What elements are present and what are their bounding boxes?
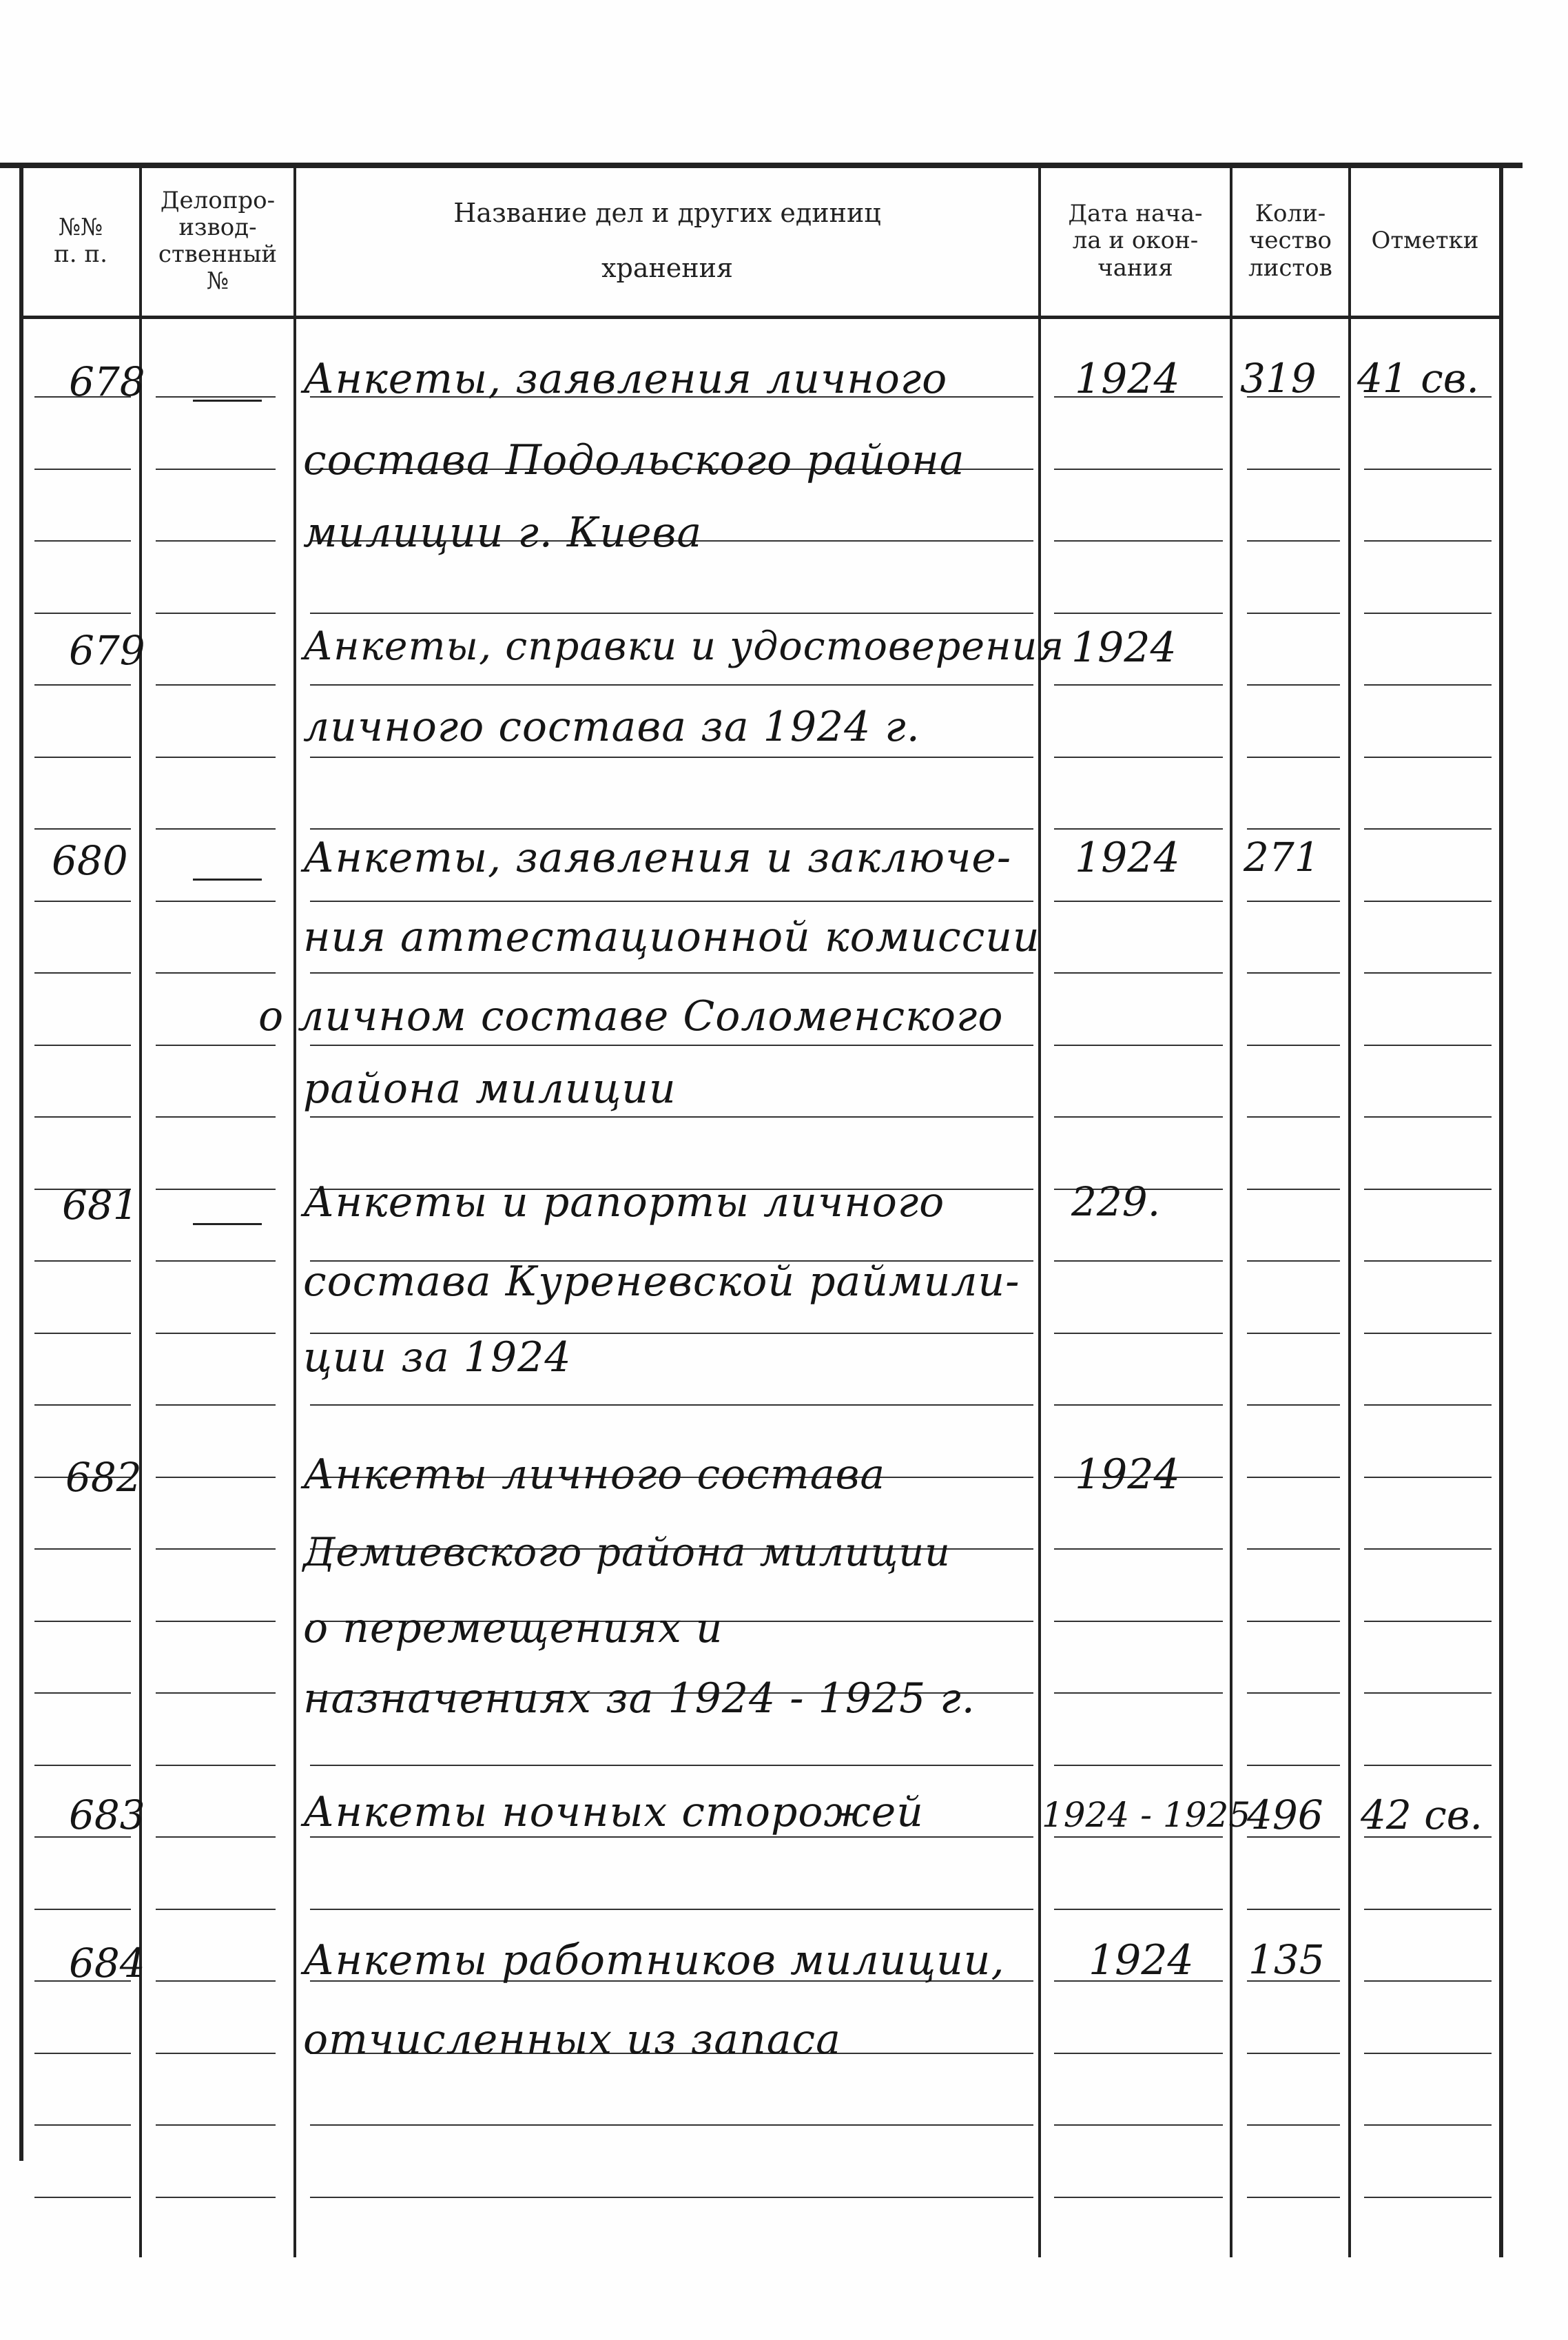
entry-notes: 42 св. — [1361, 1792, 1483, 1838]
ruled-line — [156, 540, 276, 542]
entry-sheets-note: 229. — [1071, 1178, 1161, 1225]
ruled-line — [34, 540, 131, 542]
column-border-office — [293, 163, 296, 2257]
entry-title-line: Демиевского района милиции — [303, 1530, 951, 1575]
ruled-line — [1364, 469, 1492, 470]
entry-title-line: состава Подольского района — [303, 436, 965, 484]
ruled-line — [1247, 1765, 1340, 1766]
ruled-line — [156, 1477, 276, 1478]
ruled-line — [34, 1116, 131, 1118]
ruled-line — [156, 1045, 276, 1046]
entry-sheets: 135 — [1248, 1936, 1325, 1983]
entry-title-line: Анкеты личного состава — [303, 1450, 886, 1499]
ruled-line — [156, 2197, 276, 2198]
ruled-line — [310, 828, 1033, 830]
ruled-line — [1364, 1765, 1492, 1766]
entry-title-line: о перемещениях и — [303, 1604, 723, 1652]
ruled-line — [1247, 1333, 1340, 1334]
ruled-line — [310, 1116, 1033, 1118]
ruled-line — [1054, 469, 1223, 470]
entry-title-line: района милиции — [303, 1065, 677, 1113]
ruled-line — [310, 613, 1033, 614]
ruled-line — [1364, 613, 1492, 614]
ruled-line — [156, 1836, 276, 1838]
ruled-line — [1054, 972, 1223, 974]
ruled-line — [1247, 469, 1340, 470]
entry-title-line: Анкеты и рапорты личного — [303, 1178, 945, 1227]
ruled-line — [1364, 1621, 1492, 1622]
entry-notes: 41 св. — [1357, 355, 1479, 402]
ruled-line — [1247, 972, 1340, 974]
column-border-title — [1038, 163, 1041, 2257]
ruled-line — [156, 1692, 276, 1694]
entry-number: 678 — [69, 358, 145, 405]
ruled-line — [310, 1765, 1033, 1766]
ruled-line — [1364, 1692, 1492, 1694]
ruled-line — [1247, 2124, 1340, 2126]
ruled-line — [1364, 1260, 1492, 1262]
entry-dates: 1924 — [1075, 834, 1180, 882]
entry-title-line: состава Куреневской раймили- — [303, 1258, 1020, 1306]
ruled-line — [1054, 1692, 1223, 1694]
ruled-line — [1054, 1116, 1223, 1118]
ruled-line — [34, 1260, 131, 1262]
ruled-line — [1054, 901, 1223, 902]
ruled-line — [1247, 2197, 1340, 2198]
ruled-line — [1364, 757, 1492, 758]
header-title: Название дел и других единиц хранения — [453, 198, 881, 283]
entry-title-line: назначениях за 1924 - 1925 г. — [303, 1674, 976, 1723]
entry-title-line: милиции г. Киева — [303, 509, 703, 557]
ruled-line — [1247, 1548, 1340, 1550]
ruled-line — [34, 1692, 131, 1694]
ruled-line — [156, 2124, 276, 2126]
ruled-line — [156, 1980, 276, 1982]
entry-number: 684 — [69, 1940, 145, 1987]
entry-title-line: ния аттестационной комиссии — [303, 913, 1040, 961]
ruled-line — [34, 828, 131, 830]
ruled-line — [1054, 1333, 1223, 1334]
ruled-line — [1054, 1836, 1223, 1838]
ruled-line — [34, 1404, 131, 1406]
ruled-line — [156, 396, 276, 398]
ruled-line — [1247, 1621, 1340, 1622]
ruled-line — [34, 901, 131, 902]
ruled-line — [34, 972, 131, 974]
office-dash — [193, 1223, 262, 1225]
ruled-line — [1247, 1692, 1340, 1694]
ruled-line — [310, 757, 1033, 758]
ruled-line — [34, 2053, 131, 2054]
ruled-line — [34, 684, 131, 686]
ruled-line — [310, 1404, 1033, 1406]
ruled-line — [34, 613, 131, 614]
ruled-line — [34, 1765, 131, 1766]
ruled-line — [156, 828, 276, 830]
entry-number: 682 — [65, 1454, 142, 1501]
entry-title-line: личного состава за 1924 г. — [303, 703, 920, 751]
column-border-dates — [1230, 163, 1232, 2257]
ruled-line — [1054, 828, 1223, 830]
ruled-line — [34, 757, 131, 758]
entry-dates: 1924 — [1089, 1936, 1194, 1984]
ruled-line — [1364, 901, 1492, 902]
ruled-line — [1054, 757, 1223, 758]
header-office-number: Делопро- извод- ственный № — [158, 186, 278, 296]
ruled-line — [156, 1260, 276, 1262]
ruled-line — [1054, 1548, 1223, 1550]
entry-dates: 1924 — [1071, 624, 1177, 672]
ruled-line — [310, 2197, 1033, 2198]
ruled-line — [1247, 1260, 1340, 1262]
entry-dates: 1924 - 1925 — [1042, 1795, 1251, 1835]
ruled-line — [34, 1909, 131, 1910]
office-dash — [193, 879, 262, 881]
ruled-line — [34, 469, 131, 470]
ruled-line — [1364, 1404, 1492, 1406]
ruled-line — [1054, 1260, 1223, 1262]
ruled-line — [34, 1333, 131, 1334]
ruled-line — [156, 1548, 276, 1550]
ruled-line — [1247, 1189, 1340, 1190]
ruled-line — [156, 1189, 276, 1190]
ruled-line — [1247, 613, 1340, 614]
ruled-line — [156, 1404, 276, 1406]
entry-sheets: 496 — [1247, 1792, 1323, 1838]
ruled-line — [34, 1621, 131, 1622]
ruled-line — [1247, 901, 1340, 902]
entry-title-line: Анкеты, заявления личного — [303, 355, 948, 403]
ruled-line — [1364, 684, 1492, 686]
entry-dates: 1924 — [1075, 355, 1180, 403]
ruled-line — [310, 2124, 1033, 2126]
ruled-line — [1054, 1621, 1223, 1622]
ruled-line — [1364, 1116, 1492, 1118]
entry-title-line: ции за 1924 — [303, 1333, 572, 1382]
ruled-line — [310, 972, 1033, 974]
ruled-line — [1054, 1765, 1223, 1766]
entry-dates: 1924 — [1075, 1450, 1180, 1499]
ruled-line — [156, 1909, 276, 1910]
ruled-line — [156, 613, 276, 614]
ruled-line — [1364, 1477, 1492, 1478]
ruled-line — [156, 1621, 276, 1622]
ruled-line — [1054, 2053, 1223, 2054]
ruled-line — [1054, 613, 1223, 614]
ruled-line — [1247, 540, 1340, 542]
entry-sheets: 319 — [1240, 355, 1317, 402]
ruled-line — [156, 757, 276, 758]
ruled-line — [1364, 2124, 1492, 2126]
ruled-line — [1247, 1404, 1340, 1406]
header-notes: Отметки — [1371, 227, 1479, 255]
ruled-line — [156, 1116, 276, 1118]
ruled-line — [1247, 1909, 1340, 1910]
ruled-line — [1364, 1548, 1492, 1550]
ruled-line — [1054, 2124, 1223, 2126]
ruled-line — [1364, 540, 1492, 542]
ruled-line — [1247, 1477, 1340, 1478]
column-border-sheets — [1348, 163, 1351, 2257]
ruled-line — [1054, 2197, 1223, 2198]
ruled-line — [34, 1548, 131, 1550]
entry-sheets: 271 — [1244, 834, 1320, 881]
ruled-line — [34, 2197, 131, 2198]
table-top-border — [0, 163, 1523, 168]
ruled-line — [1364, 2053, 1492, 2054]
ruled-line — [156, 2053, 276, 2054]
header-dates: Дата нача- ла и окон- чания — [1068, 200, 1203, 282]
ruled-line — [156, 469, 276, 470]
ruled-line — [1054, 1404, 1223, 1406]
entry-title-line: Анкеты ночных сторожей — [303, 1788, 924, 1836]
ruled-line — [1364, 1980, 1492, 1982]
ruled-line — [310, 684, 1033, 686]
entry-number: 681 — [62, 1182, 138, 1229]
ruled-line — [310, 1045, 1033, 1046]
entry-title-line: Анкеты работников милиции, — [303, 1936, 1005, 1984]
ruled-line — [310, 901, 1033, 902]
ruled-line — [1247, 2053, 1340, 2054]
ruled-line — [1247, 1045, 1340, 1046]
ruled-line — [156, 684, 276, 686]
ruled-line — [310, 1836, 1033, 1838]
ruled-line — [34, 2124, 131, 2126]
ruled-line — [1364, 1189, 1492, 1190]
ruled-line — [34, 1045, 131, 1046]
ruled-line — [1364, 972, 1492, 974]
column-border-right — [1499, 163, 1503, 2257]
ruled-line — [1364, 2197, 1492, 2198]
ruled-line — [310, 1909, 1033, 1910]
entry-number: 683 — [69, 1792, 145, 1838]
entry-title-line: Анкеты, заявления и заключе- — [303, 834, 1012, 882]
entry-title-line: Анкеты, справки и удостоверения — [303, 624, 1065, 669]
entry-number: 679 — [69, 627, 145, 674]
ruled-line — [156, 901, 276, 902]
ruled-line — [156, 1765, 276, 1766]
header-bottom-border — [19, 316, 1500, 319]
entry-title-line: о личном составе Соломенского — [258, 992, 1004, 1040]
ruled-line — [1054, 684, 1223, 686]
ruled-line — [1247, 1116, 1340, 1118]
ruled-line — [156, 972, 276, 974]
ruled-line — [1054, 1045, 1223, 1046]
ruled-line — [1054, 540, 1223, 542]
column-border-left — [19, 163, 23, 2161]
ruled-line — [1364, 1909, 1492, 1910]
ruled-line — [1247, 757, 1340, 758]
ruled-line — [1364, 828, 1492, 830]
ruled-line — [1364, 1045, 1492, 1046]
entry-number: 680 — [52, 837, 128, 884]
ruled-line — [1247, 828, 1340, 830]
ruled-line — [1247, 684, 1340, 686]
ruled-line — [1364, 1333, 1492, 1334]
header-number: №№ п. п. — [54, 213, 107, 268]
entry-title-line: отчисленных из запаса — [303, 2015, 841, 2064]
ruled-line — [1054, 1909, 1223, 1910]
ruled-line — [156, 1333, 276, 1334]
office-dash — [193, 400, 262, 402]
header-sheets: Коли- чество листов — [1248, 200, 1332, 282]
